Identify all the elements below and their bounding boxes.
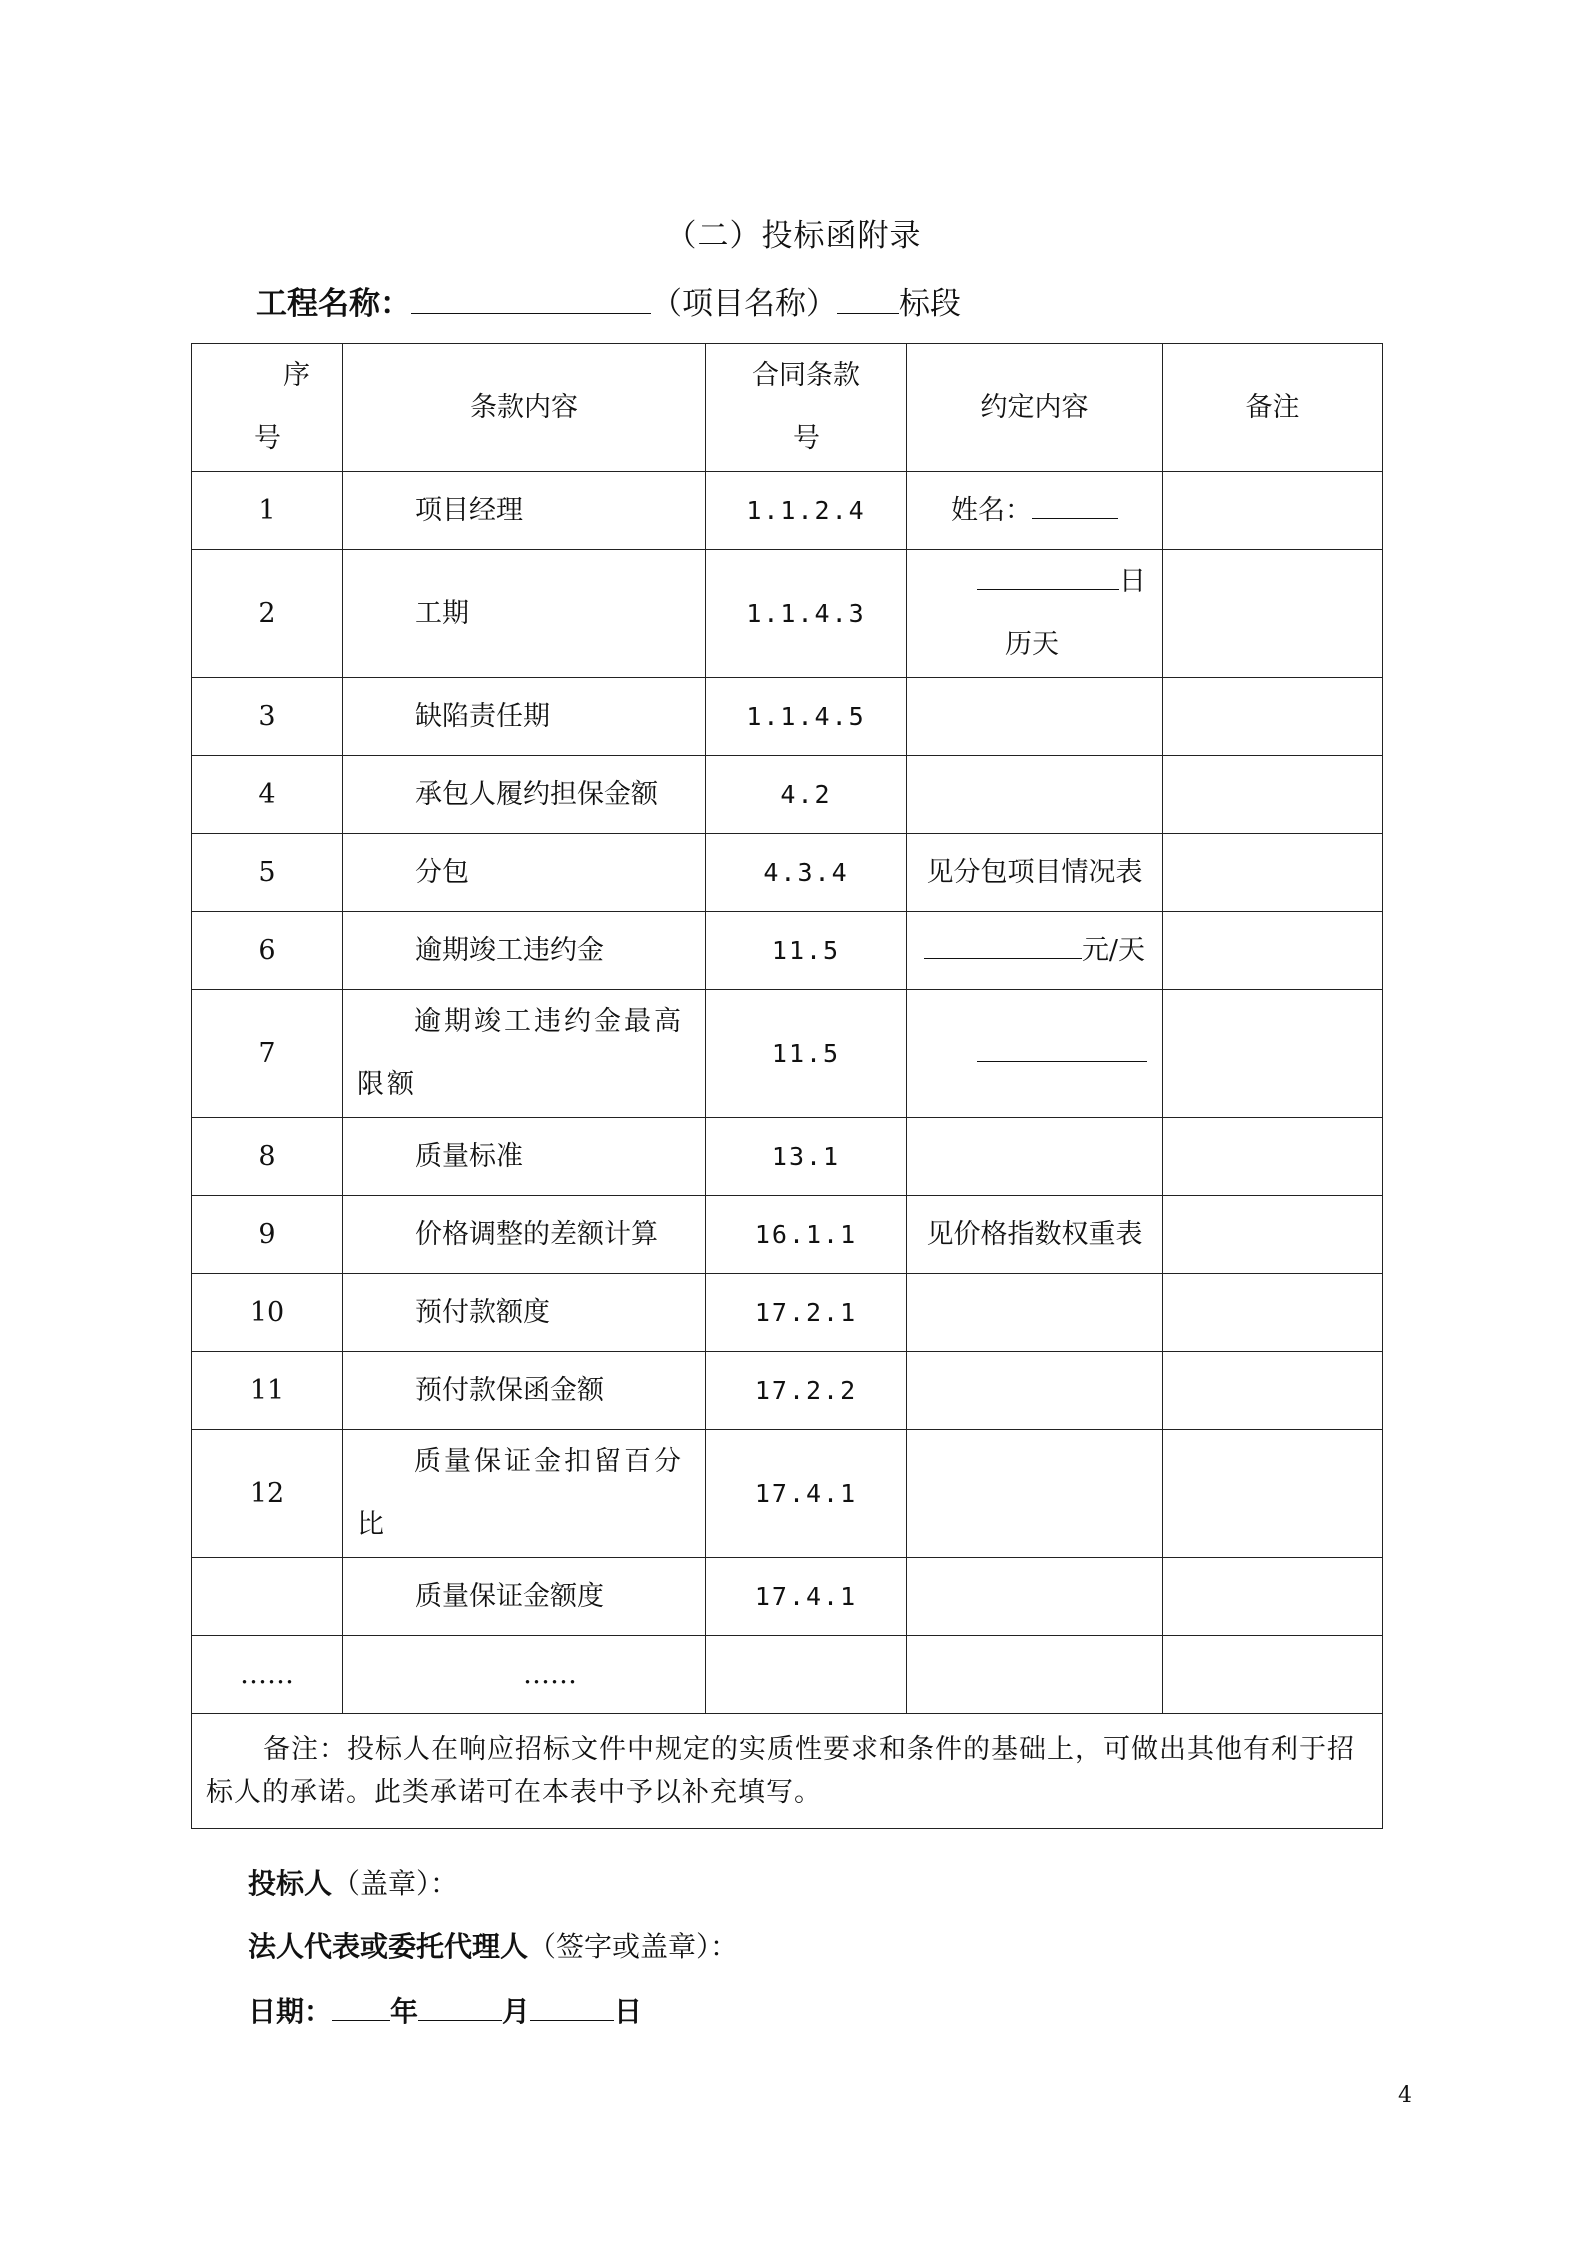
remark-cell[interactable] bbox=[1163, 678, 1383, 756]
table-row: 4 承包人履约担保金额 4.2 bbox=[192, 756, 1383, 834]
day-blank[interactable] bbox=[530, 2019, 614, 2021]
remark-cell[interactable] bbox=[1163, 912, 1383, 990]
representative-line bbox=[248, 1925, 738, 1965]
table-header-row bbox=[192, 344, 1383, 472]
bidder-label: 投标人 bbox=[248, 1867, 333, 1900]
project-name-blank[interactable] bbox=[411, 311, 651, 314]
remark-cell[interactable] bbox=[1163, 1274, 1383, 1352]
header-remark: 备注 bbox=[1163, 344, 1383, 472]
section-blank[interactable] bbox=[837, 311, 899, 314]
name-blank[interactable] bbox=[1032, 517, 1118, 519]
month-blank[interactable] bbox=[418, 2019, 502, 2021]
page-title: （二）投标函附录 bbox=[665, 218, 922, 254]
table-row: 2 工期 1.1.4.3 日 历天 bbox=[192, 550, 1383, 678]
table-row: 9 价格调整的差额计算 16.1.1 见价格指数权重表 bbox=[192, 1196, 1383, 1274]
remark-cell[interactable] bbox=[1163, 472, 1383, 550]
table-row: 6 逾期竣工违约金 11.5 元/天 bbox=[192, 912, 1383, 990]
representative-label: 法人代表或委托代理人 bbox=[248, 1930, 529, 1963]
table-row: 8 质量标准 13.1 bbox=[192, 1118, 1383, 1196]
table-note-row bbox=[192, 1714, 1383, 1829]
bidder-hint: （盖章）： bbox=[332, 1867, 459, 1900]
date-label: 日期： bbox=[248, 1995, 333, 2028]
table-row: 10 预付款额度 17.2.1 bbox=[192, 1274, 1383, 1352]
page-number: 4 bbox=[1398, 2083, 1412, 2108]
content-cell[interactable] bbox=[907, 1118, 1163, 1196]
table-row: 7 逾期竣工违约金最高限额 11.5 bbox=[192, 990, 1383, 1118]
table-row: 质量保证金额度 17.4.1 bbox=[192, 1558, 1383, 1636]
remark-cell[interactable] bbox=[1163, 1430, 1383, 1558]
table-row: 1 项目经理 1.1.2.4 姓名： bbox=[192, 472, 1383, 550]
content-cell[interactable] bbox=[907, 756, 1163, 834]
header-content: 约定内容 bbox=[907, 344, 1163, 472]
content-cell[interactable]: 元/天 bbox=[907, 912, 1163, 990]
bidder-line bbox=[248, 1862, 458, 1902]
section-suffix: 标段 bbox=[899, 286, 961, 322]
remark-cell[interactable] bbox=[1163, 550, 1383, 678]
max-penalty-blank[interactable] bbox=[977, 1060, 1147, 1062]
project-name-label: 工程名称： bbox=[256, 286, 411, 322]
table-row: 3 缺陷责任期 1.1.4.5 bbox=[192, 678, 1383, 756]
table-row: 12 质量保证金扣留百分比 17.4.1 bbox=[192, 1430, 1383, 1558]
content-cell[interactable]: 见价格指数权重表 bbox=[907, 1196, 1163, 1274]
content-cell[interactable]: 日 历天 bbox=[907, 550, 1163, 678]
remark-cell[interactable] bbox=[1163, 1118, 1383, 1196]
remark-cell[interactable] bbox=[1163, 834, 1383, 912]
year-blank[interactable] bbox=[332, 2019, 390, 2021]
content-cell[interactable]: 姓名： bbox=[907, 472, 1163, 550]
content-cell[interactable] bbox=[907, 1274, 1163, 1352]
header-item: 条款内容 bbox=[343, 344, 706, 472]
penalty-blank[interactable] bbox=[924, 957, 1082, 959]
table-note: 备注：投标人在响应招标文件中规定的实质性要求和条件的基础上，可做出其他有利于招标人的承诺。此类承诺可在本表中予以补充填写。 bbox=[192, 1714, 1383, 1829]
content-cell[interactable] bbox=[907, 990, 1163, 1118]
remark-cell[interactable] bbox=[1163, 1352, 1383, 1430]
duration-blank[interactable] bbox=[977, 588, 1119, 590]
header-clause: 合同条款 号 bbox=[706, 344, 907, 472]
project-name-line bbox=[256, 278, 961, 323]
content-cell[interactable] bbox=[907, 1352, 1163, 1430]
content-cell[interactable] bbox=[907, 678, 1163, 756]
content-cell[interactable] bbox=[907, 1558, 1163, 1636]
remark-cell[interactable] bbox=[1163, 1196, 1383, 1274]
date-line: 日期： 年 月 日 bbox=[248, 1995, 643, 2028]
remark-cell[interactable] bbox=[1163, 1636, 1383, 1714]
table-row: 5 分包 4.3.4 见分包项目情况表 bbox=[192, 834, 1383, 912]
content-cell[interactable] bbox=[907, 1636, 1163, 1714]
content-cell[interactable]: 见分包项目情况表 bbox=[907, 834, 1163, 912]
remark-cell[interactable] bbox=[1163, 1558, 1383, 1636]
project-name-hint: （项目名称） bbox=[651, 286, 837, 322]
representative-hint: （签字或盖章）： bbox=[528, 1930, 739, 1963]
bid-appendix-table bbox=[191, 343, 1383, 1829]
table-row: …… …… bbox=[192, 1636, 1383, 1714]
remark-cell[interactable] bbox=[1163, 756, 1383, 834]
header-no: 序 号 bbox=[192, 344, 343, 472]
table-row: 11 预付款保函金额 17.2.2 bbox=[192, 1352, 1383, 1430]
content-cell[interactable] bbox=[907, 1430, 1163, 1558]
remark-cell[interactable] bbox=[1163, 990, 1383, 1118]
